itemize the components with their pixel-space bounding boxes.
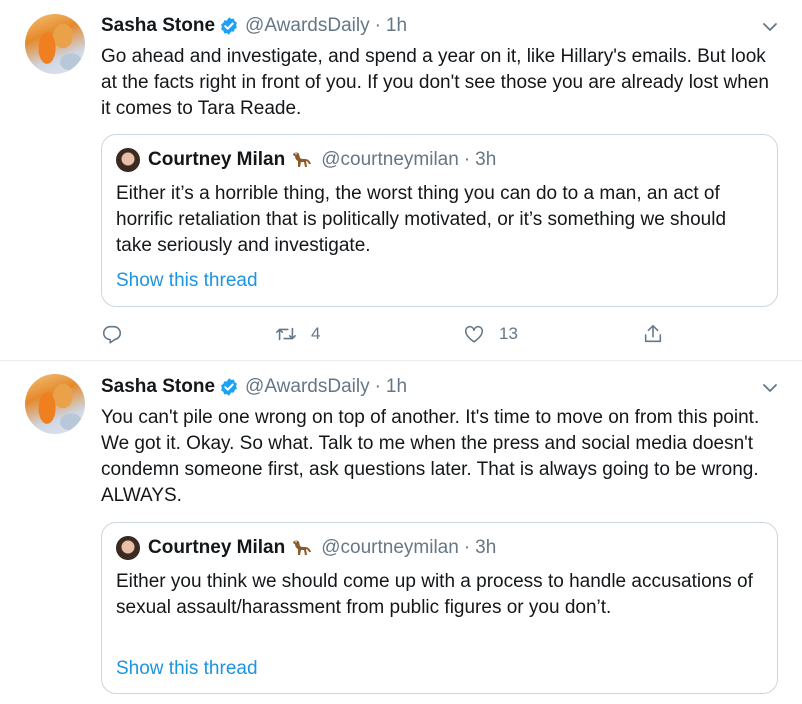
chevron-down-icon[interactable] [761, 379, 779, 397]
reply-button[interactable] [101, 322, 137, 346]
retweet-icon [275, 323, 297, 345]
quoted-tweet[interactable] [101, 522, 778, 694]
share-icon [642, 323, 664, 345]
chevron-down-icon[interactable] [761, 18, 779, 36]
like-icon [463, 323, 485, 345]
dinosaur-emoji-icon [291, 150, 313, 170]
timestamp[interactable]: 1h [385, 376, 408, 397]
tweet[interactable] [0, 361, 802, 704]
quoted-tweet-text: Either it’s a horrible thing, the worst thing you can do to a man, an act of horrific retaliation that is politically motivated, or it’s something we should take seriously and investigate. [116, 183, 727, 256]
share-button[interactable] [642, 322, 664, 346]
show-thread-link[interactable]: Show this thread [116, 270, 258, 291]
dinosaur-emoji-icon [291, 538, 313, 558]
avatar [116, 536, 140, 560]
tweet-header [101, 374, 407, 400]
separator-dot: · [463, 149, 471, 170]
separator-dot: · [463, 537, 471, 558]
quoted-tweet-header [116, 147, 496, 173]
tweet-header [101, 13, 407, 39]
avatar[interactable] [25, 14, 85, 74]
show-thread-link[interactable]: Show this thread [116, 658, 258, 679]
timestamp[interactable]: 1h [385, 15, 408, 36]
separator-dot: · [374, 376, 381, 397]
tweet-actions [101, 322, 681, 346]
verified-badge-icon [219, 377, 239, 397]
author-name[interactable]: Sasha Stone [101, 376, 216, 397]
avatar [116, 148, 140, 172]
author-handle[interactable]: @AwardsDaily [245, 376, 370, 397]
quoted-author-name: Courtney Milan [148, 537, 286, 558]
quoted-timestamp: 3h [475, 537, 497, 558]
quoted-author-handle: @courtneymilan [321, 537, 459, 558]
avatar[interactable] [25, 374, 85, 434]
quoted-timestamp: 3h [475, 149, 497, 170]
quoted-author-name: Courtney Milan [148, 149, 286, 170]
retweet-count: 4 [311, 324, 321, 343]
verified-badge-icon [219, 16, 239, 36]
tweet-text: You can't pile one wrong on top of another. It's time to move on from this point. We got it. Okay. So what. Talk to me when the press and social media doesn't condemn someone first, ask questions later. That is always going to be wrong. ALWAYS. [101, 407, 760, 506]
reply-icon [101, 323, 123, 345]
retweet-button[interactable] [275, 322, 320, 346]
separator-dot: · [374, 15, 381, 36]
tweet-text: Go ahead and investigate, and spend a year on it, like Hillary's emails. But look at the facts right in front of you. If you don't see those you are already lost when it comes to Tara Reade. [101, 46, 769, 119]
quoted-tweet-header [116, 535, 496, 561]
author-name[interactable]: Sasha Stone [101, 15, 216, 36]
quoted-tweet[interactable] [101, 134, 778, 307]
like-count: 13 [499, 324, 518, 343]
quoted-tweet-text: Either you think we should come up with a process to handle accusations of sexual assault/harassment from public figures or you don’t. [116, 571, 753, 618]
like-button[interactable] [463, 322, 518, 346]
quoted-author-handle: @courtneymilan [321, 149, 459, 170]
author-handle[interactable]: @AwardsDaily [245, 15, 370, 36]
